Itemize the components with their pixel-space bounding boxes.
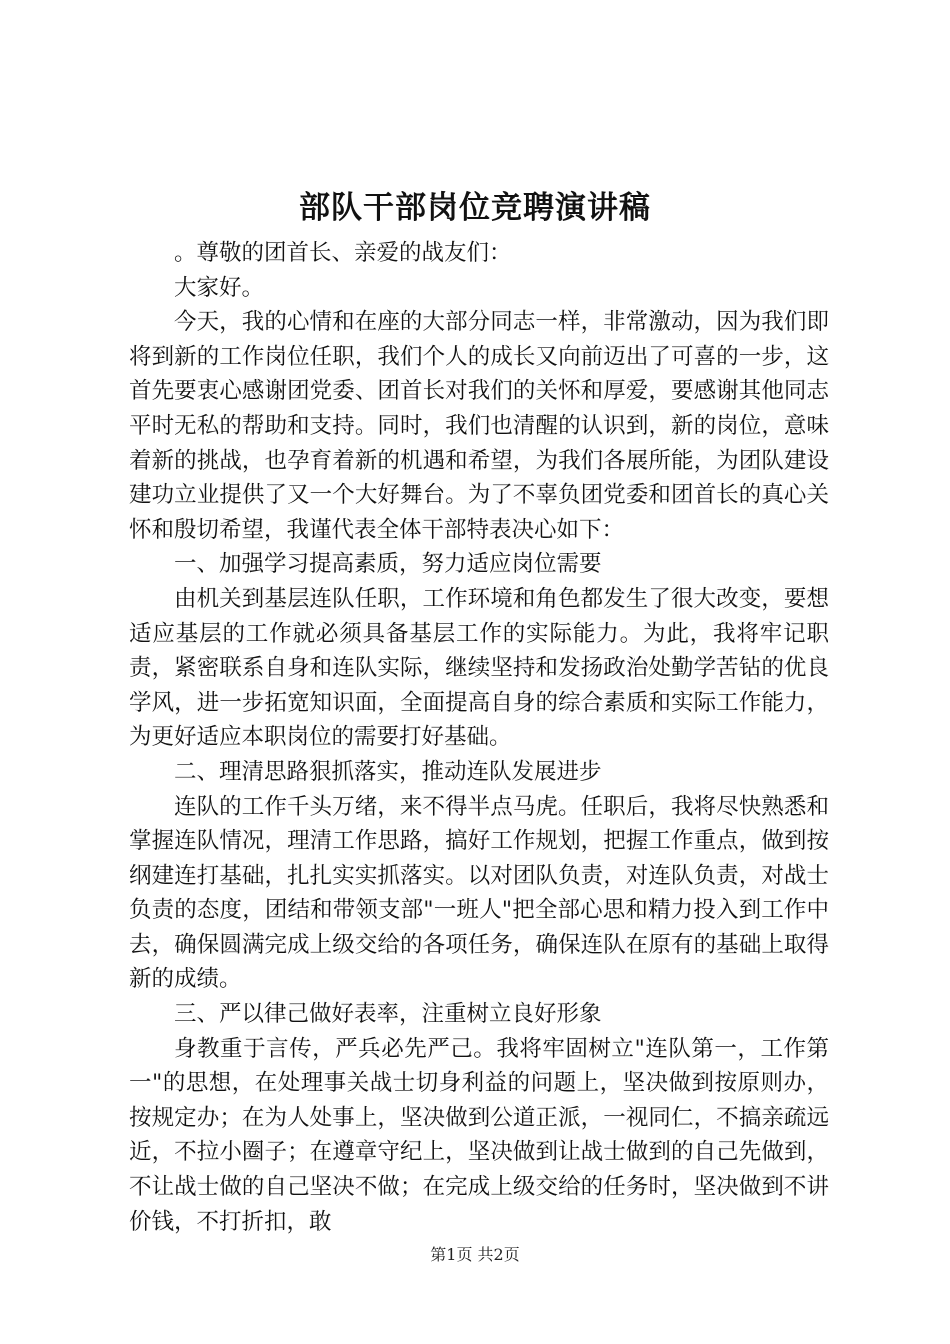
section-heading-2: 二、理清思路狠抓落实，推动连队发展进步 <box>174 758 602 785</box>
body-paragraph: 今天，我的心情和在座的大部分同志一样，非常激动，因为我们即将到新的工作岗位任职，我们个人的成长又向前迈出了可喜的一步，这首先要衷心感谢团党委、团首长对我们的关怀和厚爱，要感谢其他同志平时无私的帮助和支持。同时，我们也清醒的认识到，新的岗位，意味着新的挑战，也孕育着新的机遇和希望，为我们各展所能，为团队建设建功立业提供了又一个大好舞台。为了不辜负团党委和团首长的真心关怀和殷切希望，我谨代表全体干部特表决心如下： <box>129 309 829 543</box>
greeting-paragraph: 大家好。 <box>174 274 265 301</box>
section-heading-3: 三、严以律己做好表率，注重树立良好形象 <box>174 1001 602 1028</box>
body-paragraph: 身教重于言传，严兵必先严己。我将牢固树立"连队第一，工作第一"的思想，在处理事关战士切身利益的问题上，坚决做到按原则办，按规定办；在为人处事上，坚决做到公道正派，一视同仁，不搞亲疏远近，不拉小圈子；在遵章守纪上，坚决做到让战士做到的自己先做到，不让战士做的自己坚决不做；在完成上级交给的任务时，坚决做到不讲价钱，不打折扣，敢 <box>129 1035 829 1235</box>
section-heading-1: 一、加强学习提高素质，努力适应岗位需要 <box>174 551 602 578</box>
salutation-paragraph: 。尊敬的团首长、亲爱的战友们： <box>174 240 512 266</box>
body-paragraph: 连队的工作千头万绪，来不得半点马虎。任职后，我将尽快熟悉和掌握连队情况，理清工作思路，搞好工作规划，把握工作重点，做到按纲建连打基础，扎扎实实抓落实。以对团队负责，对连队负责，对战士负责的态度，团结和带领支部"一班人"把全部心思和精力投入到工作中去，确保圆满完成上级交给的各项任务，确保连队在原有的基础上取得新的成绩。 <box>129 793 829 993</box>
body-paragraph: 由机关到基层连队任职，工作环境和角色都发生了很大改变，要想适应基层的工作就必须具备基层工作的实际能力。为此，我将牢记职责，紧密联系自身和连队实际，继续坚持和发扬政治处勤学苦钻的优良学风，进一步拓宽知识面，全面提高自身的综合素质和实际工作能力，为更好适应本职岗位的需要打好基础。 <box>129 585 829 751</box>
page-number-footer: 第1页 共2页 <box>430 1245 520 1264</box>
document-title: 部队干部岗位竞聘演讲稿 <box>299 190 651 226</box>
document-body <box>129 236 829 1239</box>
